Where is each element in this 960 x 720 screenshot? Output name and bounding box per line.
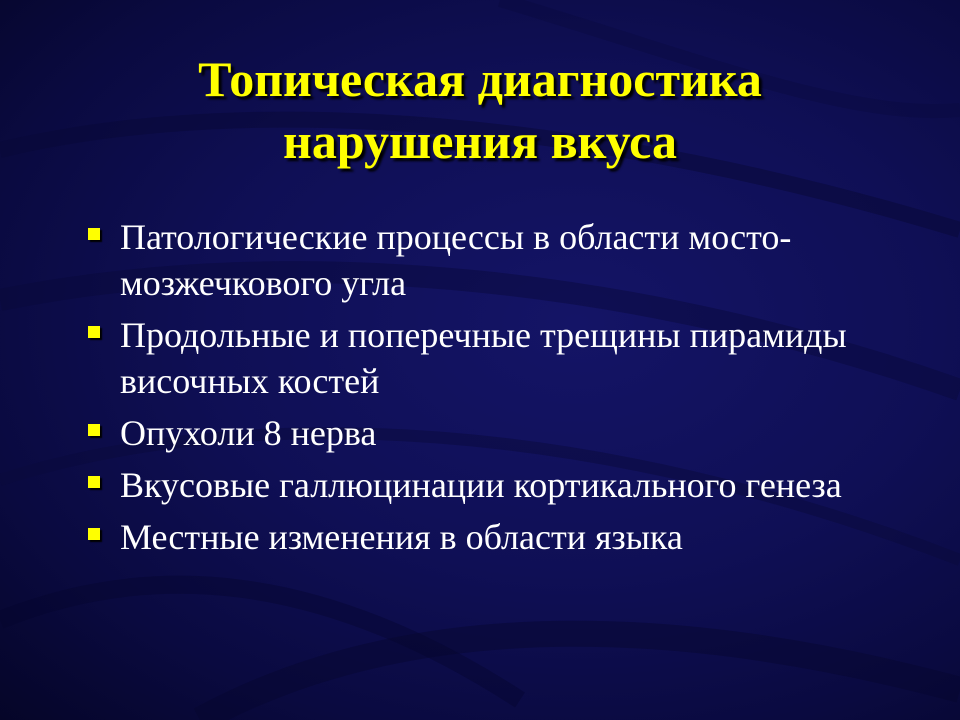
square-bullet-icon: [88, 528, 100, 540]
square-bullet-icon: [88, 424, 100, 436]
bullet-text: Продольные и поперечные трещины пирамиды височных костей: [120, 315, 847, 401]
bullet-text: Местные изменения в области языка: [120, 517, 683, 557]
square-bullet-icon: [88, 326, 100, 338]
slide-title-line-2: нарушения вкуса: [283, 113, 677, 169]
bullet-item: [88, 462, 908, 508]
slide-title-line-1: Топическая диагностика: [198, 51, 762, 107]
slide-title: [40, 48, 920, 172]
bullet-item: [88, 214, 908, 306]
bullet-text: Опухоли 8 нерва: [120, 413, 377, 453]
bullet-item: [88, 410, 908, 456]
bullet-item: [88, 514, 908, 560]
square-bullet-icon: [88, 228, 100, 240]
bullet-list: [88, 214, 908, 566]
bullet-item: [88, 312, 908, 404]
bullet-text: Вкусовые галлюцинации кортикального генеза: [120, 465, 842, 505]
bullet-text: Патологические процессы в области мосто-мозжечкового угла: [120, 217, 792, 303]
square-bullet-icon: [88, 476, 100, 488]
